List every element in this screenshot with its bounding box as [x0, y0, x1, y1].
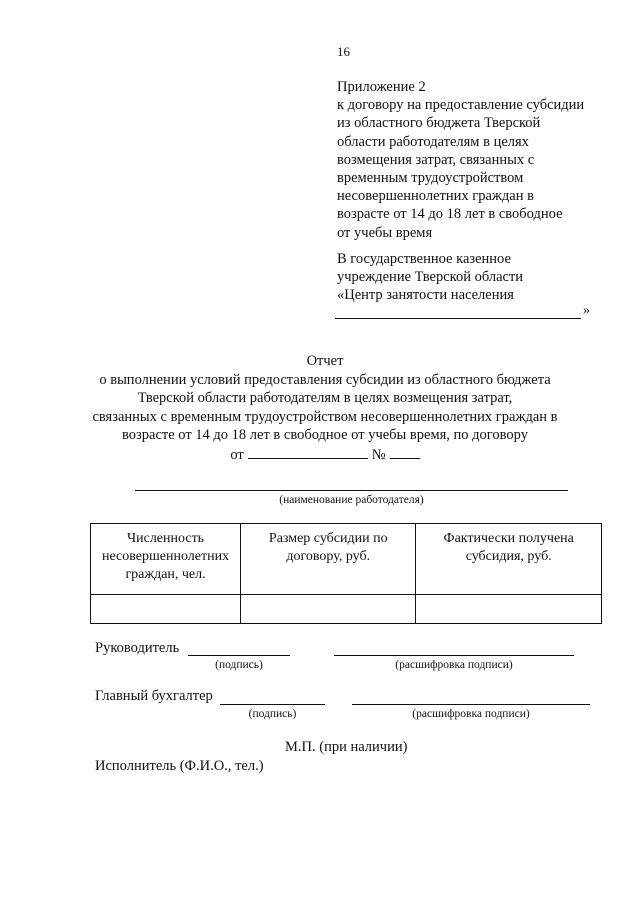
report-line: связанных с временным трудоустройством несовершеннолетних граждан в — [92, 408, 558, 425]
appendix-line: Приложение 2 — [337, 79, 426, 95]
contract-number-field[interactable] — [390, 445, 420, 459]
accountant-signature-decode-field[interactable] — [352, 704, 590, 705]
appendix-line: из областного бюджета Тверской — [337, 115, 541, 132]
accountant-signature-field[interactable] — [220, 704, 325, 705]
addressee-line: В государственное казенное — [337, 251, 511, 267]
accountant-label: Главный бухгалтер — [95, 688, 213, 704]
contract-date-field[interactable] — [248, 445, 368, 459]
table-row — [91, 595, 602, 624]
appendix-line: от учебы время — [337, 224, 433, 241]
report-line: возрасте от 14 до 18 лет в свободное от учебы время, по договору — [122, 427, 528, 444]
table-header-row — [91, 524, 602, 595]
appendix-line: области работодателям в целях — [337, 133, 529, 150]
cell-subsidy-received[interactable] — [416, 595, 602, 624]
appendix-line: временным трудоустройством — [337, 170, 524, 187]
cell-subsidy-amount[interactable] — [241, 595, 416, 624]
appendix-line: несовершеннолетних граждан в — [337, 188, 534, 205]
appendix-line: к договору на предоставление субсидии — [337, 97, 585, 114]
cell-minors-count[interactable] — [91, 595, 241, 624]
employer-name-field[interactable] — [135, 490, 568, 491]
head-signature-decode-field[interactable] — [334, 655, 574, 656]
addressee-block — [337, 250, 607, 305]
accountant-decode-caption: (расшифровка подписи) — [412, 708, 530, 720]
header-subsidy-received: Фактически получена субсидия, руб. — [416, 524, 602, 595]
head-signature-field[interactable] — [188, 655, 290, 656]
report-line: о выполнении условий предоставления субсидии из областного бюджета — [99, 371, 551, 388]
from-label: от — [230, 446, 244, 463]
addressee-line: учреждение Тверской области — [337, 269, 524, 286]
number-label: № — [371, 446, 386, 463]
executor-label: Исполнитель (Ф.И.О., тел.) — [95, 758, 264, 774]
contract-ref-line — [60, 445, 590, 465]
appendix-line: возрасте от 14 до 18 лет в свободное — [337, 206, 563, 223]
accountant-sign-caption: (подпись) — [248, 708, 297, 720]
header-minors-count: Численность несовершеннолетних граждан, чел. — [91, 524, 241, 595]
stamp-label: М.П. (при наличии) — [285, 739, 408, 755]
header-subsidy-amount: Размер субсидии по договору, руб. — [241, 524, 416, 595]
report-heading — [60, 352, 590, 465]
page-number: 16 — [337, 44, 350, 59]
appendix-line: возмещения затрат, связанных с — [337, 151, 535, 168]
head-sign-caption: (подпись) — [215, 659, 263, 671]
employer-caption: (наименование работодателя) — [279, 494, 424, 506]
head-decode-caption: (расшифровка подписи) — [395, 659, 513, 671]
report-title: Отчет — [306, 353, 344, 369]
subsidy-table — [90, 523, 602, 624]
report-line: Тверской области работодателям в целях возмещения затрат, — [137, 390, 513, 407]
appendix-note — [337, 78, 607, 242]
addressee-line: «Центр занятости населения — [337, 287, 514, 304]
addressee-name-field[interactable] — [335, 318, 581, 319]
head-label: Руководитель — [95, 640, 180, 656]
addressee-closing-quote: » — [583, 303, 590, 318]
